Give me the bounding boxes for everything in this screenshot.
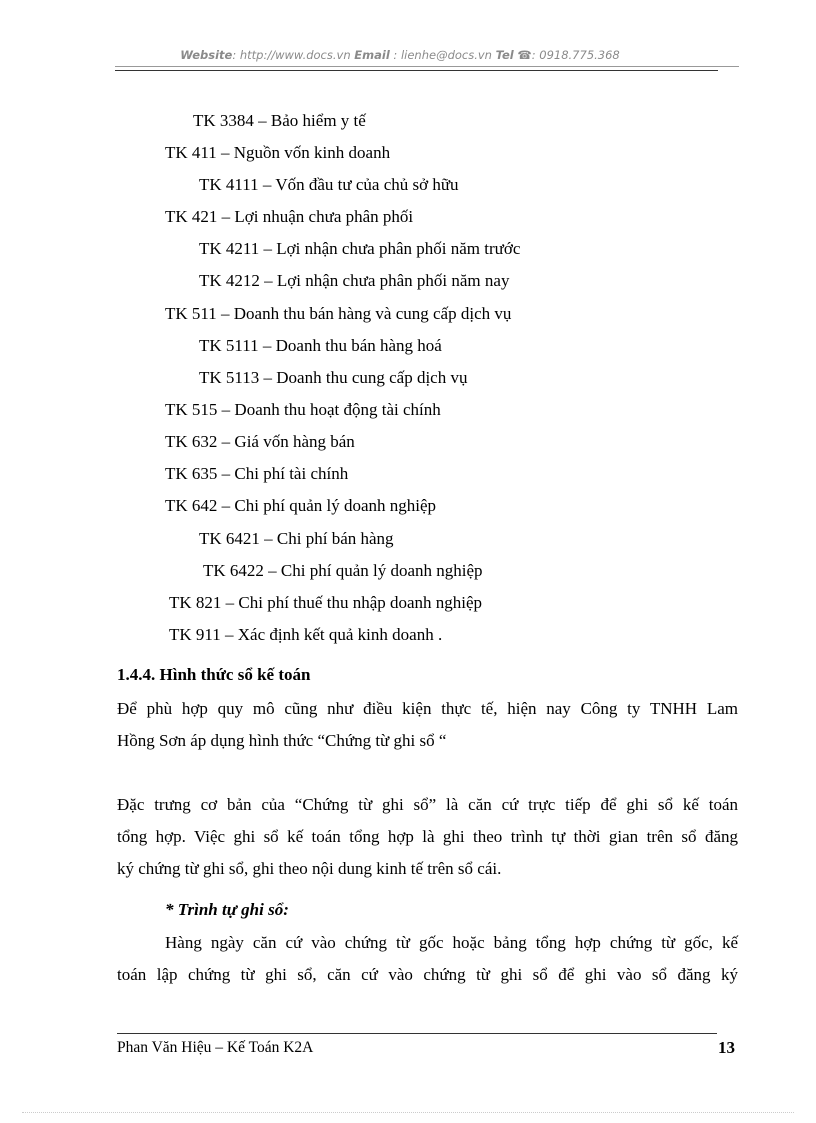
footer-rule [117, 1033, 717, 1034]
subheading: * Trình tự ghi sổ: [165, 900, 289, 919]
header-rule [115, 66, 739, 67]
tel-number: : 0918.775.368 [531, 48, 620, 62]
account-item: TK 5113 – Doanh thu cung cấp dịch vụ [199, 368, 468, 387]
account-item: TK 515 – Doanh thu hoạt động tài chính [165, 400, 441, 419]
phone-icon: ☎ [517, 48, 532, 62]
account-item: TK 411 – Nguồn vốn kinh doanh [165, 143, 391, 162]
account-item: TK 6422 – Chi phí quản lý doanh nghiệp [203, 561, 483, 580]
paragraph-line: Đặc trưng cơ bản của “Chứng từ ghi sổ” là căn cứ trực tiếp để ghi sổ kế toán [117, 795, 738, 814]
account-item: TK 3384 – Bảo hiểm y tế [193, 111, 366, 130]
account-item: TK 421 – Lợi nhuận chưa phân phối [165, 207, 414, 226]
paragraph-line: Hàng ngày căn cứ vào chứng từ gốc hoặc bảng tổng hợp chứng từ gốc, kế [165, 933, 738, 952]
page-header [150, 48, 650, 62]
account-item: TK 511 – Doanh thu bán hàng và cung cấp dịch vụ [165, 304, 512, 323]
paragraph-line: Để phù hợp quy mô cũng như điều kiện thực tế, hiện nay Công ty TNHH Lam [117, 699, 738, 718]
section-heading: 1.4.4. Hình thức sổ kế toán [117, 665, 311, 684]
paragraph-line: tổng hợp. Việc ghi sổ kế toán tổng hợp là ghi theo trình tự thời gian trên sổ đăng [117, 827, 738, 846]
page-number: 13 [718, 1038, 735, 1057]
account-item: TK 911 – Xác định kết quả kinh doanh . [169, 625, 443, 644]
account-item: TK 635 – Chi phí tài chính [165, 464, 349, 483]
account-item: TK 6421 – Chi phí bán hàng [199, 529, 394, 548]
account-item: TK 5111 – Doanh thu bán hàng hoá [199, 336, 442, 355]
account-item: TK 4212 – Lợi nhận chưa phân phối năm nay [199, 271, 510, 290]
email-label: Email [354, 48, 390, 62]
tel-label: Tel [495, 48, 514, 62]
website-url[interactable]: : http://www.docs.vn [232, 48, 351, 62]
account-item: TK 4211 – Lợi nhận chưa phân phối năm trước [199, 239, 521, 258]
paragraph-line: ký chứng từ ghi sổ, ghi theo nội dung kinh tế trên sổ cái. [117, 859, 502, 878]
page-border [22, 1112, 794, 1113]
paragraph-line: toán lập chứng từ ghi sổ, căn cứ vào chứng từ ghi sổ để ghi vào sổ đăng ký [117, 965, 738, 984]
paragraph-line: Hồng Sơn áp dụng hình thức “Chứng từ ghi sổ “ [117, 731, 447, 750]
account-item: TK 632 – Giá vốn hàng bán [165, 432, 355, 451]
footer-author: Phan Văn Hiệu – Kế Toán K2A [117, 1039, 314, 1056]
website-label: Website [180, 48, 233, 62]
email-address[interactable]: : lienhe@docs.vn [393, 48, 492, 62]
account-item: TK 821 – Chi phí thuế thu nhập doanh nghiệp [169, 593, 483, 612]
header-rule-thick [115, 70, 718, 71]
account-item: TK 4111 – Vốn đầu tư của chủ sở hữu [199, 175, 459, 194]
account-item: TK 642 – Chi phí quản lý doanh nghiệp [165, 496, 437, 515]
